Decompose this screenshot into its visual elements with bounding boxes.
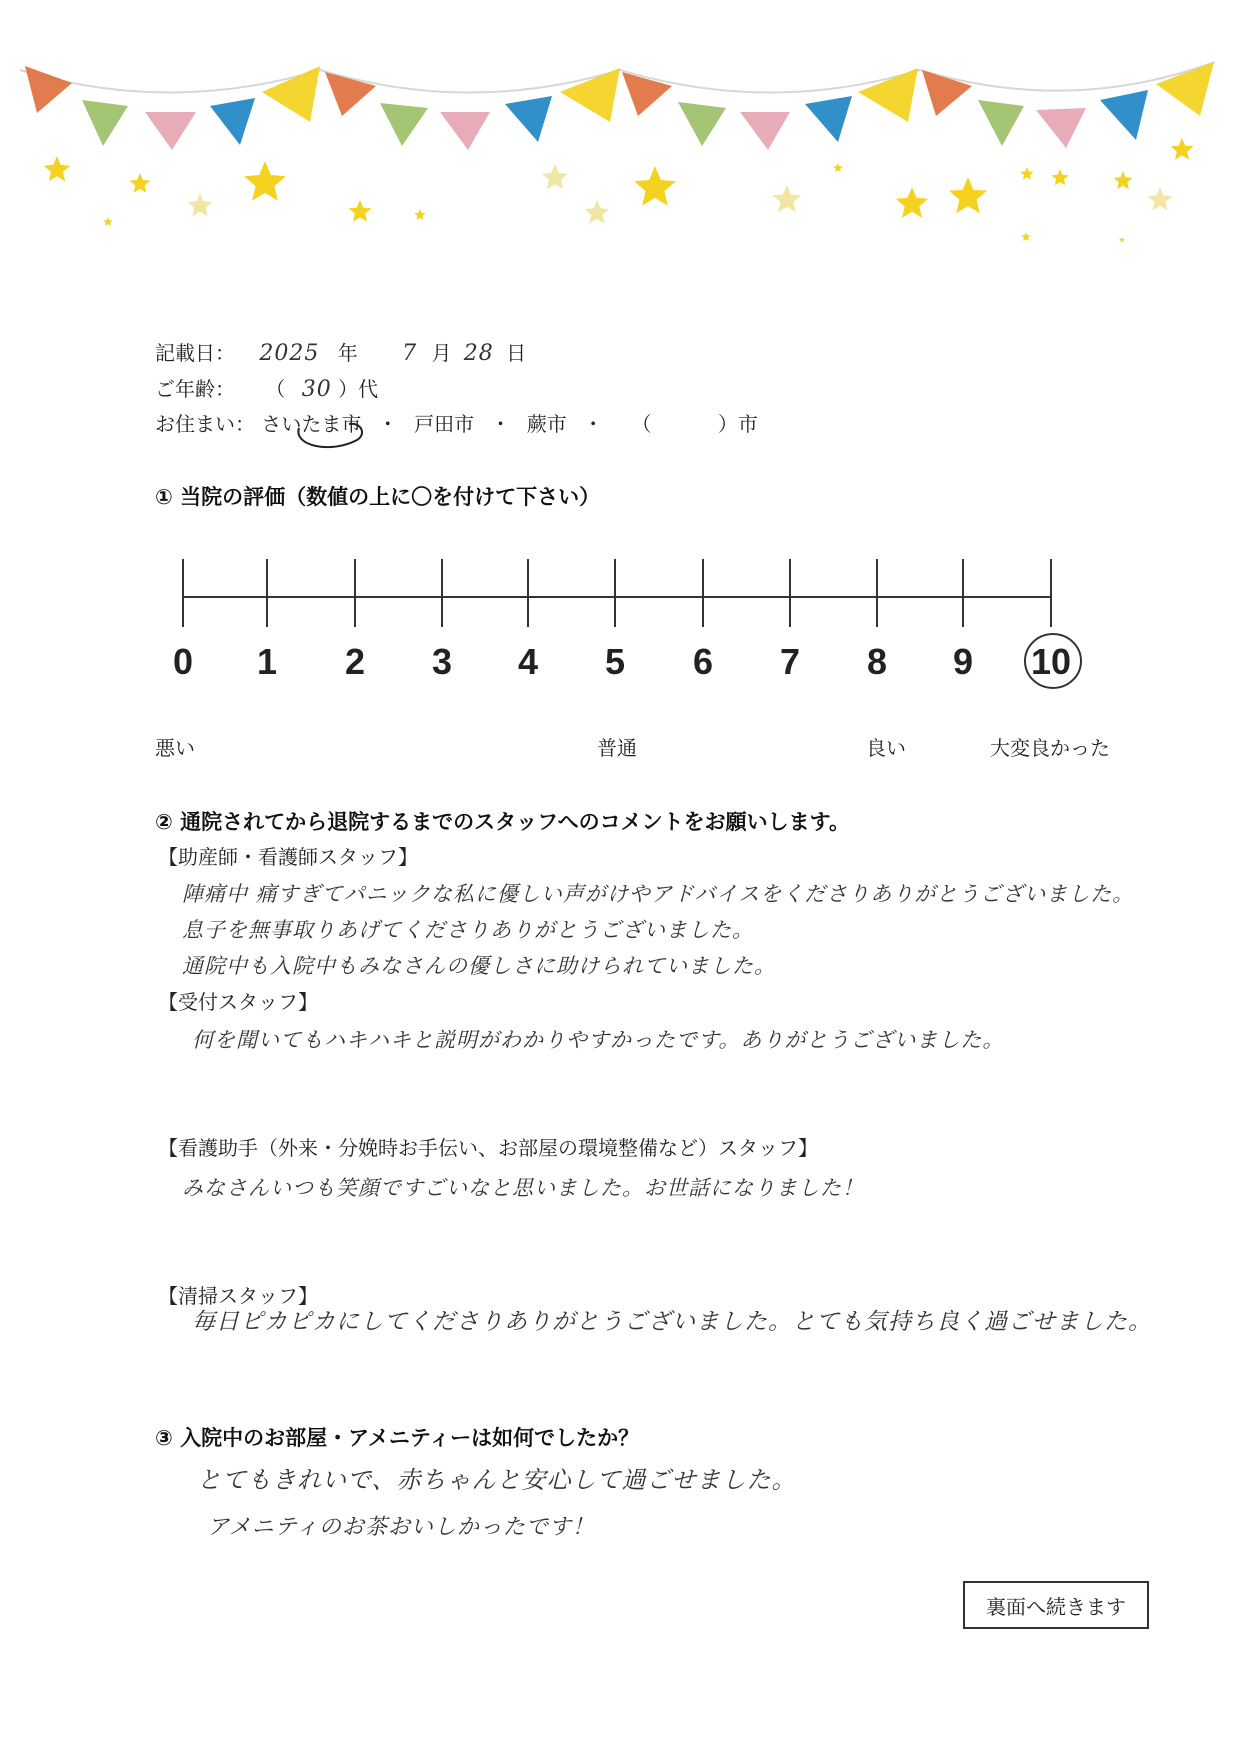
scale-number-0[interactable]: 0 <box>172 641 194 682</box>
bunting-flag <box>440 112 490 150</box>
rating-scale <box>160 555 1100 725</box>
star-icon <box>634 166 676 206</box>
scale-number-2[interactable]: 2 <box>344 641 366 682</box>
residence-label: お住まい： <box>155 412 255 436</box>
star-icon <box>1171 138 1194 160</box>
star-icon <box>1021 232 1031 241</box>
bunting-flag <box>1156 62 1214 116</box>
assistant-header: 【看護助手（外来・分娩時お手伝い、お部屋の環境整備など）スタッフ】 <box>158 1136 818 1160</box>
bunting-flag <box>1036 108 1086 148</box>
star-icon <box>44 156 71 181</box>
scale-number-4[interactable]: 4 <box>517 641 539 682</box>
star-icon <box>1148 187 1173 211</box>
bunting-flag <box>505 96 552 142</box>
midwife-comment-3: 通院中も入院中もみなさんの優しさに助けられていました。 <box>182 954 776 978</box>
scale-number-7[interactable]: 7 <box>779 641 801 682</box>
amenity-comment-1: とてもきれいで、赤ちゃんと安心して過ごせました。 <box>197 1466 797 1494</box>
scale-number-10[interactable]: 10 <box>1030 641 1072 682</box>
star-icon <box>103 217 113 226</box>
bunting-flag <box>560 68 620 122</box>
label-bad: 悪い <box>155 736 195 760</box>
age-open: （ <box>265 377 286 401</box>
star-icon <box>542 164 569 189</box>
reception-header: 【受付スタッフ】 <box>158 990 318 1014</box>
bunting-flag <box>82 100 128 146</box>
bunting-flag <box>622 72 672 116</box>
star-icon <box>414 209 425 220</box>
residence-other-open: （ <box>631 412 652 436</box>
midwife-comment-2: 息子を無事取りあげてくださりありがとうございました。 <box>182 918 754 942</box>
scale-number-8[interactable]: 8 <box>866 641 888 682</box>
bunting-flag <box>978 100 1024 146</box>
cleaning-comment: 毎日ピカピカにしてくださりありがとうございました。とても気持ち良く過ごせました。 <box>192 1309 1152 1335</box>
bunting-flag <box>805 96 852 142</box>
label-normal: 普通 <box>597 736 637 760</box>
star-icon <box>244 161 286 201</box>
bunting-flag <box>678 102 726 146</box>
bunting-flag <box>25 66 72 113</box>
bunting-flag <box>380 103 428 146</box>
bunting-flag <box>1100 90 1148 140</box>
bunting-flag <box>210 98 255 145</box>
section3-title: ③ 入院中のお部屋・アメニティーは如何でしたか？ <box>155 1426 640 1450</box>
record-date-row <box>155 337 526 366</box>
star-icon <box>188 193 213 217</box>
residence-other-close: ）市 <box>717 412 758 436</box>
star-icon <box>773 185 802 212</box>
record-year: 2025 <box>259 341 320 366</box>
star-icon <box>1119 237 1125 242</box>
age-row <box>155 373 378 402</box>
residence-sep: ・ <box>377 412 398 436</box>
scale-number-6[interactable]: 6 <box>692 641 714 682</box>
star-icon <box>949 177 987 213</box>
record-date-label: 記載日： <box>155 341 235 365</box>
residence-option-label: さいたま市 <box>261 412 362 436</box>
bunting-flag <box>740 112 790 150</box>
scale-number-9[interactable]: 9 <box>952 641 974 682</box>
bunting-flag <box>858 68 918 122</box>
star-icon <box>833 163 843 172</box>
bunting-decoration <box>0 0 1241 260</box>
star-icon <box>349 200 372 222</box>
residence-sep: ・ <box>490 412 511 436</box>
residence-sep: ・ <box>583 412 604 436</box>
scale-number-5[interactable]: 5 <box>604 641 626 682</box>
star-icon <box>896 187 928 218</box>
cleaning-header: 【清掃スタッフ】 <box>158 1284 318 1308</box>
age-label: ご年齢： <box>155 377 235 401</box>
record-day: 28 <box>463 341 494 366</box>
star-icon <box>1020 167 1033 180</box>
label-very-good: 大変良かった <box>990 736 1110 760</box>
residence-option-warabi: 蕨市 <box>526 412 567 436</box>
record-month: 7 <box>402 341 418 366</box>
year-unit: 年 <box>337 341 358 365</box>
continue-on-back-box <box>963 1581 1149 1629</box>
star-icon <box>130 173 151 193</box>
scale-number-3[interactable]: 3 <box>431 641 453 682</box>
bunting-flag <box>145 112 196 150</box>
amenity-comment-2: アメニティのお茶おいしかったです！ <box>207 1515 595 1540</box>
midwife-header: 【助産師・看護師スタッフ】 <box>158 845 418 869</box>
age-value: 30 <box>301 377 332 402</box>
selection-circle <box>291 416 371 456</box>
star-icon <box>585 200 610 224</box>
continue-label: 裏面へ続きます <box>986 1594 1126 1619</box>
month-unit: 月 <box>431 341 452 365</box>
section2-title: ② 通院されてから退院するまでのスタッフへのコメントをお願いします。 <box>155 810 850 834</box>
day-unit: 日 <box>506 341 527 365</box>
midwife-comment-1: 陣痛中 痛すぎてパニックな私に優しい声がけやアドバイスをくださりありがとうございました。 <box>182 882 1135 906</box>
assistant-comment: みなさんいつも笑顔ですごいなと思いました。お世話になりました！ <box>182 1176 864 1200</box>
residence-row <box>155 408 758 437</box>
star-icon <box>1114 171 1133 189</box>
age-close: ）代 <box>338 377 379 401</box>
bunting-flag <box>262 66 320 122</box>
label-good: 良い <box>866 736 906 760</box>
section1-title: ① 当院の評価（数値の上に〇を付けて下さい） <box>155 485 601 509</box>
scale-number-1[interactable]: 1 <box>256 641 278 682</box>
residence-option-toda: 戸田市 <box>414 412 475 436</box>
reception-comment: 何を聞いてもハキハキと説明がわかりやすかったです。ありがとうございました。 <box>192 1028 1005 1052</box>
star-icon <box>1051 169 1068 185</box>
residence-option-saitama <box>261 408 361 437</box>
